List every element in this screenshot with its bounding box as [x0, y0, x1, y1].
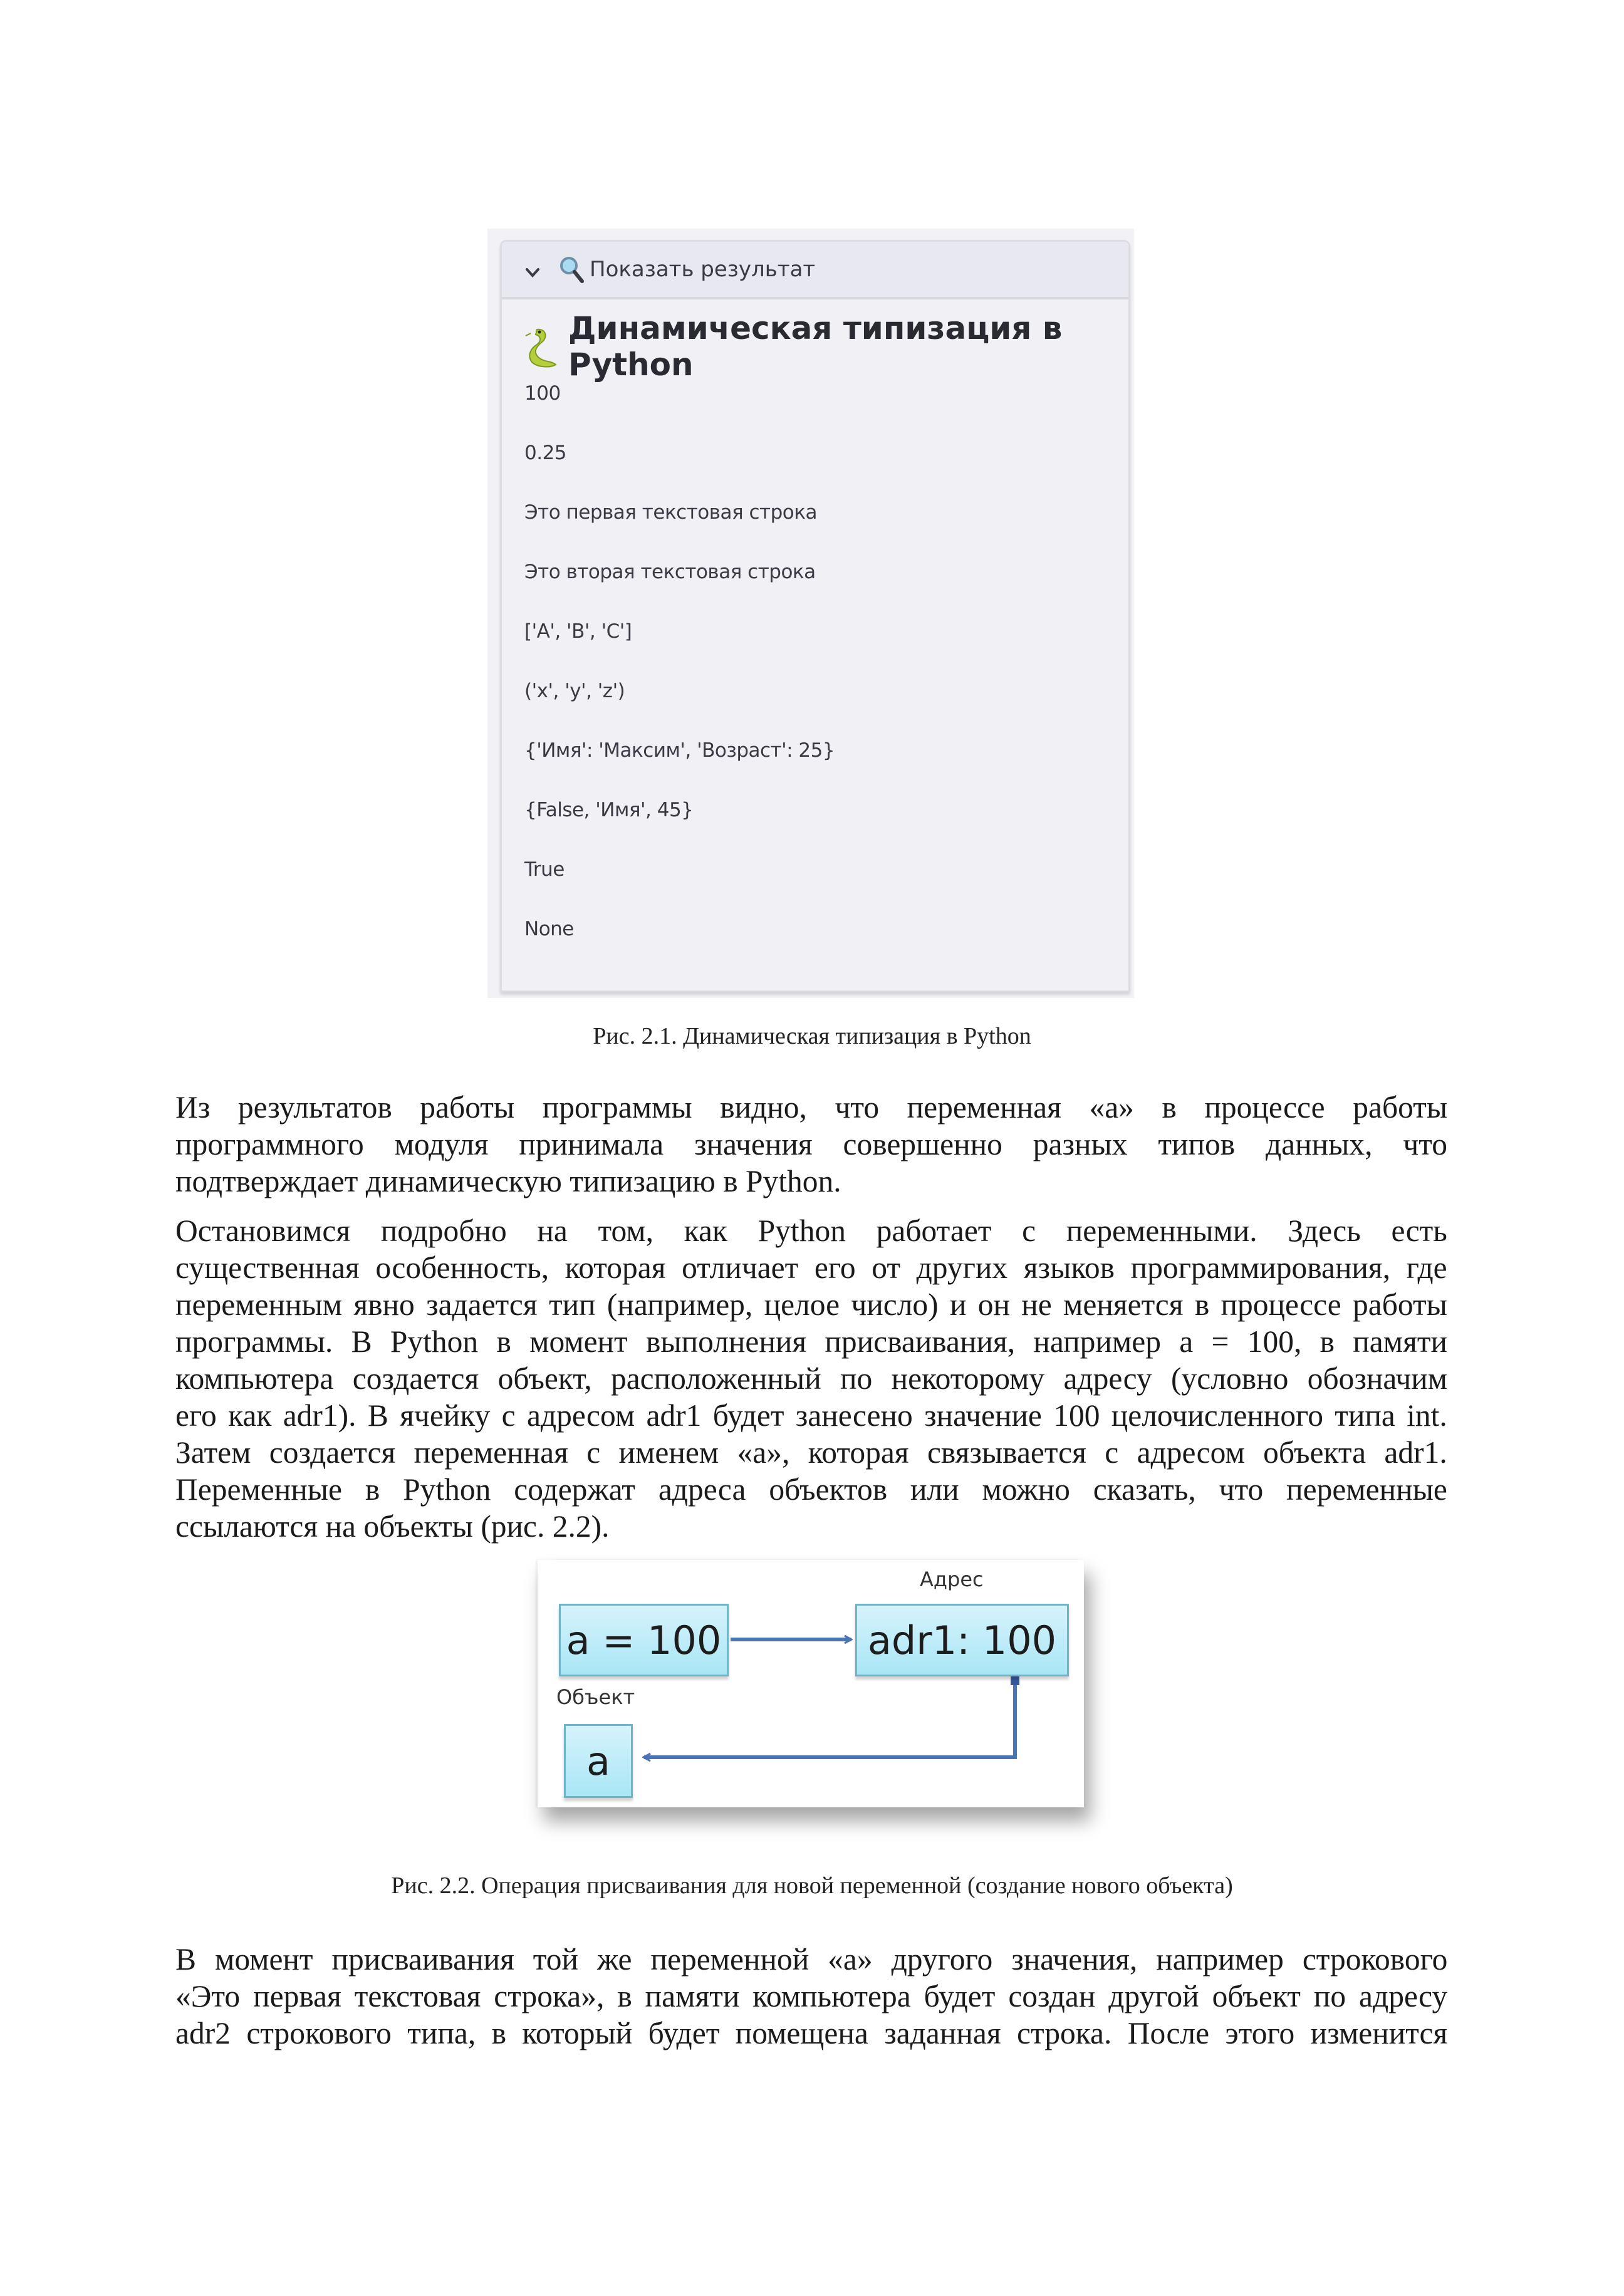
figure-caption-2-1: Рис. 2.1. Динамическая типизация в Python: [593, 1023, 1031, 1049]
snake-icon: [524, 325, 561, 368]
output-heading: [524, 310, 1128, 383]
result-panel: [500, 240, 1130, 992]
output-line: ['A', 'B', 'C']: [524, 620, 632, 643]
output-line: True: [524, 858, 565, 881]
text-line: adr2 строкового типа, в который будет помещена заданная строка. После этого изменится: [175, 2016, 1448, 2050]
arrow-address-to-object: [644, 1685, 1015, 1757]
address-box: adr1: 100: [855, 1604, 1069, 1676]
text-line: подтверждает динамическую типизацию в Python.: [175, 1164, 841, 1198]
text-line: программы. В Python в момент выполнения присваивания, например a = 100, в памяти: [175, 1324, 1447, 1359]
chevron-down-icon: [524, 261, 541, 278]
text-line: В момент присваивания той же переменной «а» другого значения, например строкового: [175, 1942, 1448, 1977]
output-line: {'Имя': 'Максим', 'Возраст': 25}: [524, 739, 835, 762]
address-label: Адрес: [920, 1567, 984, 1591]
assignment-box: a = 100: [559, 1604, 729, 1676]
magnifier-icon: [558, 255, 585, 284]
show-result-toggle[interactable]: [502, 242, 1128, 299]
paragraph-3: [175, 1941, 1447, 2052]
text-line: Затем создается переменная с именем «а», которая связывается с адресом объекта adr1.: [175, 1435, 1447, 1470]
output-line: 100: [524, 382, 561, 405]
figure-caption-2-2: Рис. 2.2. Операция присваивания для новой переменной (создание нового объекта): [391, 1873, 1233, 1899]
output-line: Это вторая текстовая строка: [524, 561, 816, 583]
paragraph-1: [175, 1089, 1447, 1200]
text-line: существенная особенность, которая отличает его от других языков программирования, где: [175, 1250, 1447, 1285]
object-label: Объект: [556, 1685, 635, 1709]
paragraph-2: [175, 1212, 1447, 1545]
show-result-label: Показать результат: [590, 257, 816, 282]
assignment-diagram: [538, 1560, 1084, 1807]
output-line: {False, 'Имя', 45}: [524, 799, 694, 821]
text-line: программного модуля принимала значения совершенно разных типов данных, что: [175, 1127, 1448, 1161]
text-line: Переменные в Python содержат адреса объектов или можно сказать, что переменные: [175, 1472, 1447, 1507]
text-line: компьютера создается объект, расположенный по некоторому адресу (условно обозначим: [175, 1361, 1448, 1396]
output-line: None: [524, 918, 574, 940]
output-line: Это первая текстовая строка: [524, 501, 817, 524]
output-line: ('x', 'y', 'z'): [524, 680, 625, 702]
connector-handle: [1011, 1676, 1019, 1685]
text-line: ссылаются на объекты (рис. 2.2).: [175, 1509, 610, 1544]
output-title: Динамическая типизация в Python: [568, 310, 1063, 383]
output-line: 0.25: [524, 442, 567, 464]
variable-box: a: [564, 1724, 633, 1798]
text-line: Остановимся подробно на том, как Python работает с переменными. Здесь есть: [175, 1213, 1447, 1248]
text-line: переменным явно задается тип (например, целое число) и он не меняется в процессе работы: [175, 1287, 1447, 1322]
result-output: [502, 299, 1128, 976]
text-line: «Это первая текстовая строка», в памяти компьютера будет создан другой объект по адресу: [175, 1979, 1448, 2013]
text-line: его как adr1). В ячейку с адресом adr1 будет занесено значение 100 целочисленного типа int.: [175, 1398, 1447, 1433]
result-screenshot: [487, 229, 1134, 998]
text-line: Из результатов работы программы видно, что переменная «а» в процессе работы: [175, 1090, 1448, 1125]
